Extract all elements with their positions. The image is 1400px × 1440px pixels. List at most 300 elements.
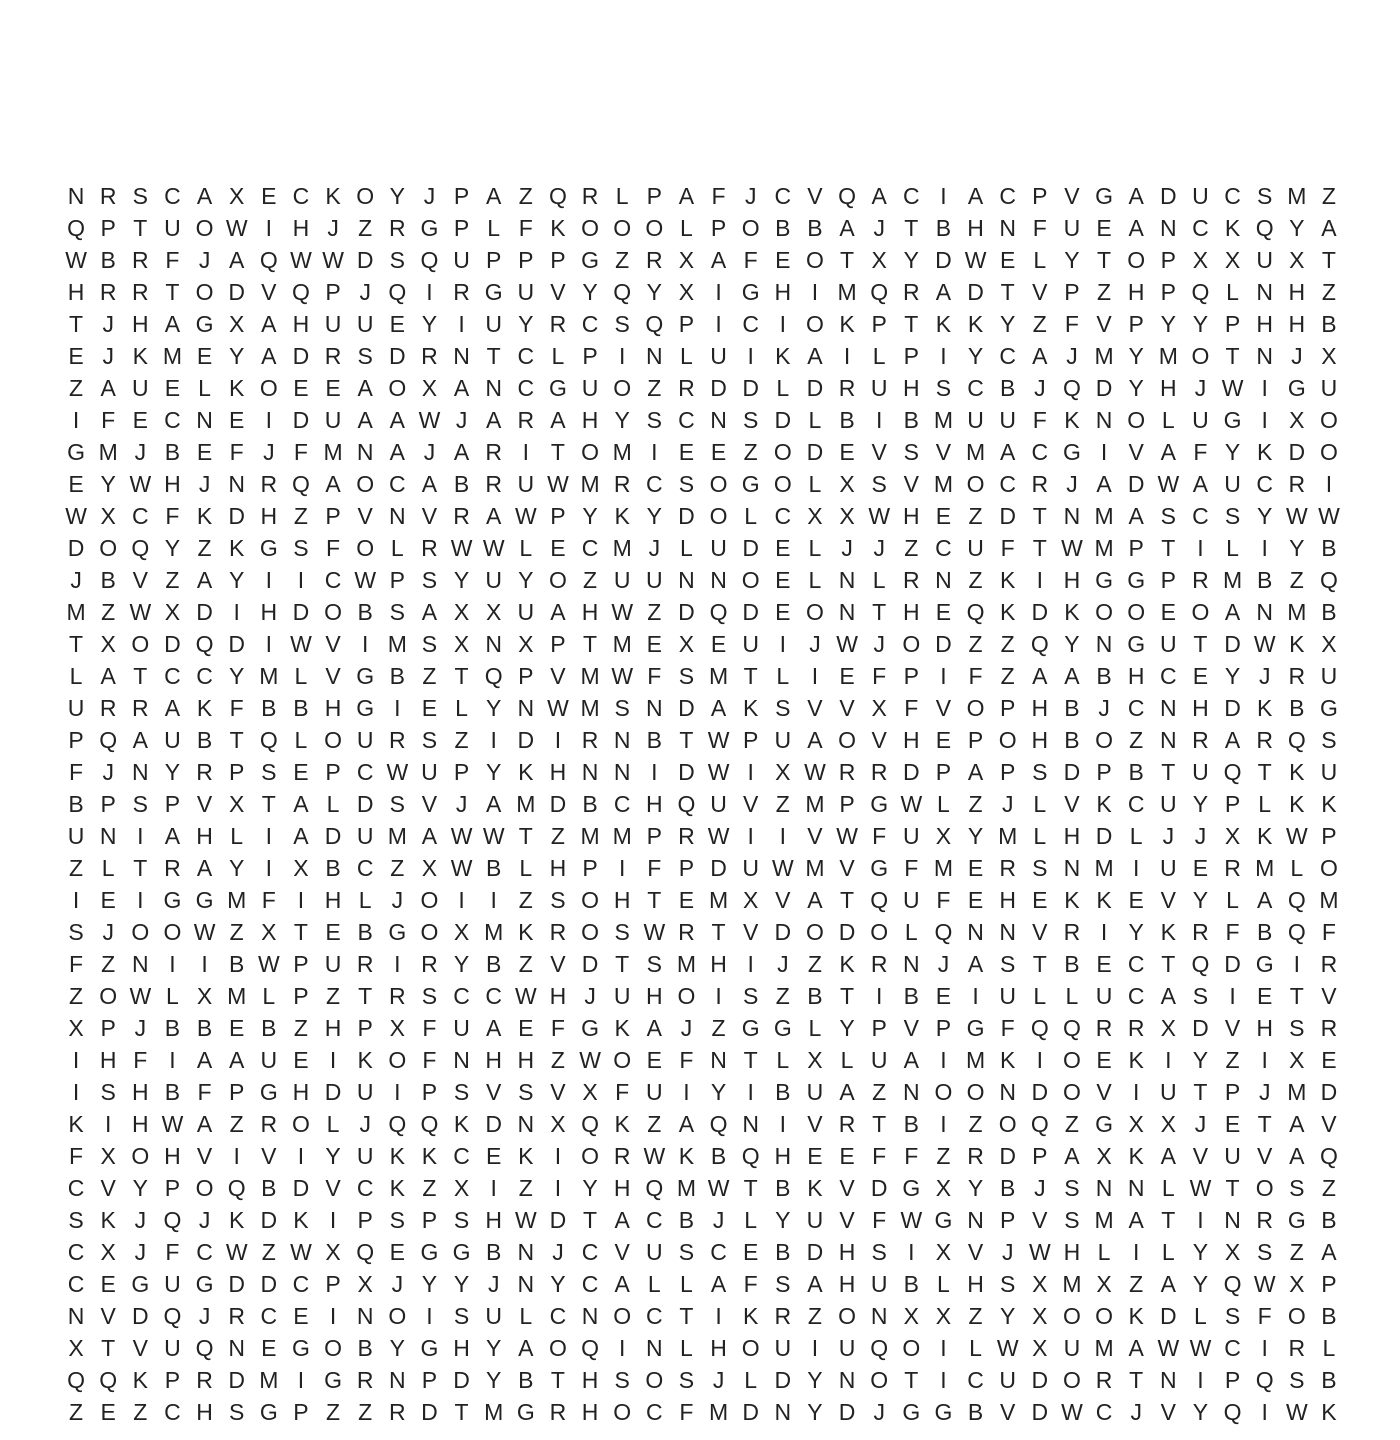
grid-letter[interactable]: B xyxy=(164,1015,181,1041)
grid-letter[interactable]: F xyxy=(518,215,533,241)
grid-letter[interactable]: L xyxy=(937,791,950,817)
grid-letter[interactable]: F xyxy=(326,535,341,561)
grid-letter[interactable]: O xyxy=(998,1111,1017,1137)
grid-letter[interactable]: M xyxy=(1158,343,1178,369)
grid-letter[interactable]: O xyxy=(1095,1303,1113,1329)
grid-letter[interactable]: T xyxy=(293,919,308,945)
grid-letter[interactable]: L xyxy=(1033,247,1047,273)
grid-letter[interactable]: O xyxy=(709,503,728,529)
grid-letter[interactable]: Y xyxy=(614,407,630,433)
grid-letter[interactable]: R xyxy=(838,375,856,401)
grid-letter[interactable]: V xyxy=(1096,311,1112,337)
grid-letter[interactable]: N xyxy=(581,759,599,785)
grid-letter[interactable]: L xyxy=(1194,1303,1207,1329)
grid-letter[interactable]: A xyxy=(421,823,438,849)
grid-letter[interactable]: B xyxy=(807,983,823,1009)
grid-letter[interactable]: Z xyxy=(550,823,565,849)
grid-letter[interactable]: F xyxy=(1257,1303,1272,1329)
grid-letter[interactable]: P xyxy=(1064,279,1080,305)
grid-letter[interactable]: R xyxy=(613,1143,631,1169)
grid-letter[interactable]: E xyxy=(839,663,855,689)
grid-letter[interactable]: K xyxy=(132,1367,148,1393)
grid-letter[interactable]: N xyxy=(838,1367,856,1393)
grid-letter[interactable]: X xyxy=(1289,1271,1305,1297)
grid-letter[interactable]: C xyxy=(903,183,920,209)
grid-letter[interactable]: V xyxy=(325,631,341,657)
grid-letter[interactable]: S xyxy=(421,983,438,1009)
grid-letter[interactable]: D xyxy=(999,503,1016,529)
grid-letter[interactable]: E xyxy=(1224,1111,1241,1137)
grid-letter[interactable]: I xyxy=(329,1207,337,1233)
grid-letter[interactable]: X xyxy=(839,471,855,497)
grid-letter[interactable]: D xyxy=(292,407,310,433)
grid-letter[interactable]: Z xyxy=(229,1111,244,1137)
grid-letter[interactable]: C xyxy=(292,1271,310,1297)
grid-letter[interactable]: E xyxy=(775,535,791,561)
grid-letter[interactable]: I xyxy=(72,1079,80,1105)
grid-letter[interactable]: I xyxy=(1325,471,1333,497)
grid-letter[interactable]: K xyxy=(1096,887,1112,913)
grid-letter[interactable]: H xyxy=(485,1047,502,1073)
grid-letter[interactable]: A xyxy=(1096,471,1112,497)
grid-letter[interactable]: J xyxy=(1194,1111,1207,1137)
grid-letter[interactable]: F xyxy=(615,1079,630,1105)
grid-letter[interactable]: H xyxy=(1063,823,1081,849)
grid-letter[interactable]: Q xyxy=(581,1335,599,1361)
grid-letter[interactable]: F xyxy=(422,1015,437,1041)
grid-letter[interactable]: R xyxy=(485,471,502,497)
grid-letter[interactable]: G xyxy=(420,215,439,241)
grid-letter[interactable]: M xyxy=(965,1047,986,1073)
grid-letter[interactable]: U xyxy=(903,887,920,913)
grid-letter[interactable]: O xyxy=(613,1399,632,1425)
grid-letter[interactable]: C xyxy=(1192,215,1209,241)
grid-letter[interactable]: I xyxy=(554,727,562,753)
grid-letter[interactable]: Z xyxy=(775,983,790,1009)
grid-letter[interactable]: L xyxy=(969,1335,982,1361)
grid-letter[interactable]: O xyxy=(99,983,118,1009)
grid-letter[interactable]: Z xyxy=(615,247,630,273)
grid-letter[interactable]: F xyxy=(904,1143,919,1169)
grid-letter[interactable]: V xyxy=(1224,1015,1241,1041)
grid-letter[interactable]: T xyxy=(133,855,148,881)
grid-letter[interactable]: J xyxy=(1194,823,1207,849)
grid-letter[interactable]: H xyxy=(1288,311,1306,337)
grid-letter[interactable]: B xyxy=(1321,1367,1337,1393)
grid-letter[interactable]: T xyxy=(711,919,726,945)
grid-letter[interactable]: I xyxy=(265,567,272,593)
grid-letter[interactable]: L xyxy=(744,503,758,529)
grid-letter[interactable]: Q xyxy=(1223,759,1242,785)
grid-letter[interactable]: E xyxy=(775,247,791,273)
grid-letter[interactable]: I xyxy=(297,1367,305,1393)
grid-letter[interactable]: G xyxy=(356,663,375,689)
grid-letter[interactable]: X xyxy=(1289,407,1305,433)
grid-letter[interactable]: A xyxy=(261,311,277,337)
grid-letter[interactable]: N xyxy=(485,375,502,401)
grid-letter[interactable]: J xyxy=(680,1015,693,1041)
grid-letter[interactable]: N xyxy=(1224,1207,1241,1233)
grid-letter[interactable]: I xyxy=(490,727,497,753)
grid-letter[interactable]: I xyxy=(201,951,208,977)
grid-letter[interactable]: A xyxy=(486,183,502,209)
grid-letter[interactable]: N xyxy=(646,695,663,721)
grid-letter[interactable]: M xyxy=(1094,535,1114,561)
grid-letter[interactable]: I xyxy=(1261,407,1268,433)
grid-letter[interactable]: L xyxy=(390,535,404,561)
grid-letter[interactable]: U xyxy=(1192,183,1209,209)
grid-letter[interactable]: H xyxy=(903,727,920,753)
grid-letter[interactable]: D xyxy=(1031,1399,1049,1425)
grid-letter[interactable]: N xyxy=(1160,727,1177,753)
grid-letter[interactable]: U xyxy=(1160,791,1177,817)
grid-letter[interactable]: H xyxy=(581,599,599,625)
grid-letter[interactable]: E xyxy=(1192,663,1209,689)
grid-letter[interactable]: H xyxy=(1127,663,1145,689)
grid-letter[interactable]: R xyxy=(1256,1207,1273,1233)
grid-letter[interactable]: K xyxy=(1289,631,1305,657)
grid-letter[interactable]: T xyxy=(69,631,84,657)
grid-letter[interactable]: R xyxy=(1320,1015,1338,1041)
grid-letter[interactable]: O xyxy=(131,1143,150,1169)
grid-letter[interactable]: U xyxy=(356,1079,374,1105)
grid-letter[interactable]: Y xyxy=(1192,1399,1209,1425)
grid-letter[interactable]: J xyxy=(744,183,757,209)
grid-letter[interactable]: I xyxy=(137,887,144,913)
grid-letter[interactable]: M xyxy=(227,887,247,913)
grid-letter[interactable]: M xyxy=(259,663,279,689)
grid-letter[interactable]: R xyxy=(356,1367,374,1393)
grid-letter[interactable]: N xyxy=(999,215,1016,241)
grid-letter[interactable]: R xyxy=(99,695,117,721)
grid-letter[interactable]: I xyxy=(1261,375,1268,401)
grid-letter[interactable]: I xyxy=(233,599,240,625)
grid-letter[interactable]: V xyxy=(1032,279,1048,305)
grid-letter[interactable]: A xyxy=(871,183,887,209)
grid-letter[interactable]: F xyxy=(872,1143,887,1169)
grid-letter[interactable]: L xyxy=(776,375,790,401)
grid-letter[interactable]: T xyxy=(583,1207,598,1233)
grid-letter[interactable]: Q xyxy=(1030,1111,1049,1137)
grid-letter[interactable]: C xyxy=(517,375,535,401)
grid-letter[interactable]: D xyxy=(774,919,792,945)
grid-letter[interactable]: A xyxy=(1128,183,1144,209)
grid-letter[interactable]: P xyxy=(1128,311,1144,337)
grid-letter[interactable]: J xyxy=(102,311,114,337)
grid-letter[interactable]: Y xyxy=(325,1143,341,1169)
grid-letter[interactable]: P xyxy=(1000,695,1016,721)
grid-letter[interactable]: D xyxy=(678,759,695,785)
grid-letter[interactable]: Z xyxy=(968,1111,983,1137)
grid-letter[interactable]: G xyxy=(1127,631,1146,657)
grid-letter[interactable]: L xyxy=(808,535,822,561)
grid-letter[interactable]: I xyxy=(1261,535,1268,561)
grid-letter[interactable]: O xyxy=(613,1303,632,1329)
grid-letter[interactable]: J xyxy=(1001,1239,1014,1265)
grid-letter[interactable]: N xyxy=(870,1303,888,1329)
grid-letter[interactable]: H xyxy=(292,1079,310,1105)
grid-letter[interactable]: H xyxy=(549,855,567,881)
grid-letter[interactable]: R xyxy=(774,1303,792,1329)
grid-letter[interactable]: X xyxy=(1321,631,1337,657)
grid-letter[interactable]: V xyxy=(100,1175,116,1201)
grid-letter[interactable]: V xyxy=(132,1335,148,1361)
grid-letter[interactable]: L xyxy=(937,1271,950,1297)
grid-letter[interactable]: C xyxy=(581,311,599,337)
grid-letter[interactable]: K xyxy=(68,1111,84,1137)
grid-letter[interactable]: V xyxy=(807,695,823,721)
grid-letter[interactable]: M xyxy=(1094,1207,1114,1233)
grid-letter[interactable]: D xyxy=(324,1079,342,1105)
grid-letter[interactable]: O xyxy=(324,599,342,625)
grid-letter[interactable]: P xyxy=(1032,183,1048,209)
grid-letter[interactable]: T xyxy=(743,1175,758,1201)
grid-letter[interactable]: J xyxy=(873,535,885,561)
grid-letter[interactable]: C xyxy=(581,1271,599,1297)
grid-letter[interactable]: T xyxy=(679,727,694,753)
grid-letter[interactable]: Q xyxy=(195,1335,214,1361)
grid-letter[interactable]: F xyxy=(872,663,887,689)
grid-letter[interactable]: Z xyxy=(133,1399,148,1425)
grid-letter[interactable]: T xyxy=(1225,1175,1240,1201)
grid-letter[interactable]: J xyxy=(1034,1175,1046,1201)
grid-letter[interactable]: O xyxy=(1191,343,1210,369)
grid-letter[interactable]: D xyxy=(1031,1079,1049,1105)
grid-letter[interactable]: Z xyxy=(647,1111,662,1137)
grid-letter[interactable]: P xyxy=(325,1271,341,1297)
grid-letter[interactable]: S xyxy=(132,183,148,209)
grid-letter[interactable]: X xyxy=(807,503,823,529)
grid-letter[interactable]: R xyxy=(613,471,631,497)
grid-letter[interactable]: C xyxy=(1127,983,1145,1009)
grid-letter[interactable]: L xyxy=(1322,1335,1336,1361)
grid-letter[interactable]: V xyxy=(1128,439,1144,465)
grid-letter[interactable]: T xyxy=(615,951,630,977)
grid-letter[interactable]: Z xyxy=(422,663,437,689)
grid-letter[interactable]: J xyxy=(712,1207,725,1233)
grid-letter[interactable]: I xyxy=(1197,1367,1204,1393)
grid-letter[interactable]: J xyxy=(102,759,114,785)
grid-letter[interactable]: F xyxy=(936,887,951,913)
grid-letter[interactable]: D xyxy=(870,1175,888,1201)
grid-letter[interactable]: H xyxy=(1031,695,1049,721)
grid-letter[interactable]: W xyxy=(1221,375,1244,401)
grid-letter[interactable]: U xyxy=(581,375,599,401)
grid-letter[interactable]: P xyxy=(1321,1271,1337,1297)
grid-letter[interactable]: X xyxy=(453,631,470,657)
grid-letter[interactable]: Q xyxy=(420,247,439,273)
grid-letter[interactable]: X xyxy=(518,631,534,657)
grid-letter[interactable]: R xyxy=(678,375,695,401)
grid-letter[interactable]: Q xyxy=(741,1143,760,1169)
grid-letter[interactable]: Q xyxy=(1191,951,1210,977)
grid-letter[interactable]: H xyxy=(903,503,920,529)
grid-letter[interactable]: Z xyxy=(358,215,373,241)
grid-letter[interactable]: I xyxy=(329,1047,337,1073)
grid-letter[interactable]: Y xyxy=(1289,535,1305,561)
grid-letter[interactable]: U xyxy=(870,375,888,401)
grid-letter[interactable]: K xyxy=(1000,567,1016,593)
grid-letter[interactable]: I xyxy=(554,1175,562,1201)
grid-letter[interactable]: W xyxy=(547,695,569,721)
grid-letter[interactable]: G xyxy=(1255,951,1274,977)
grid-letter[interactable]: X xyxy=(293,855,309,881)
grid-letter[interactable]: R xyxy=(453,503,470,529)
grid-letter[interactable]: N xyxy=(903,1079,920,1105)
grid-letter[interactable]: I xyxy=(1132,1079,1140,1105)
grid-letter[interactable]: F xyxy=(872,823,887,849)
grid-letter[interactable]: B xyxy=(486,855,502,881)
grid-letter[interactable]: Q xyxy=(163,1207,182,1233)
grid-letter[interactable]: E xyxy=(100,1399,116,1425)
grid-letter[interactable]: D xyxy=(1063,759,1081,785)
grid-letter[interactable]: P xyxy=(1032,1143,1048,1169)
grid-letter[interactable]: U xyxy=(967,535,984,561)
grid-letter[interactable]: N xyxy=(67,1303,85,1329)
grid-letter[interactable]: W xyxy=(1253,631,1276,657)
grid-letter[interactable]: F xyxy=(1225,919,1240,945)
grid-letter[interactable]: P xyxy=(935,1015,952,1041)
grid-letter[interactable]: E xyxy=(293,1047,309,1073)
grid-letter[interactable]: T xyxy=(1257,1111,1272,1137)
grid-letter[interactable]: C xyxy=(132,503,149,529)
grid-letter[interactable]: Q xyxy=(1287,727,1306,753)
grid-letter[interactable]: G xyxy=(870,855,889,881)
grid-letter[interactable]: W xyxy=(161,1111,184,1137)
grid-letter[interactable]: O xyxy=(645,1367,664,1393)
grid-letter[interactable]: X xyxy=(100,631,116,657)
grid-letter[interactable]: D xyxy=(1127,471,1145,497)
grid-letter[interactable]: R xyxy=(356,951,374,977)
grid-letter[interactable]: S xyxy=(453,1303,470,1329)
grid-letter[interactable]: L xyxy=(1161,1175,1175,1201)
grid-letter[interactable]: O xyxy=(870,919,889,945)
grid-letter[interactable]: L xyxy=(294,663,308,689)
grid-letter[interactable]: V xyxy=(839,1207,855,1233)
grid-letter[interactable]: Q xyxy=(227,1175,246,1201)
grid-letter[interactable]: Z xyxy=(69,375,84,401)
grid-letter[interactable]: R xyxy=(549,311,567,337)
grid-letter[interactable]: Y xyxy=(229,343,245,369)
grid-letter[interactable]: E xyxy=(132,407,148,433)
grid-letter[interactable]: O xyxy=(131,919,150,945)
grid-letter[interactable]: X xyxy=(389,1015,405,1041)
grid-letter[interactable]: J xyxy=(777,951,789,977)
grid-letter[interactable]: Y xyxy=(453,1271,470,1297)
grid-letter[interactable]: A xyxy=(1289,1143,1305,1169)
grid-letter[interactable]: N xyxy=(517,695,535,721)
grid-letter[interactable]: E xyxy=(1000,247,1016,273)
grid-letter[interactable]: I xyxy=(72,407,80,433)
grid-letter[interactable]: S xyxy=(421,567,438,593)
grid-letter[interactable]: J xyxy=(841,535,853,561)
grid-letter[interactable]: N xyxy=(838,599,856,625)
grid-letter[interactable]: N xyxy=(228,1335,245,1361)
grid-letter[interactable]: N xyxy=(1063,855,1081,881)
grid-letter[interactable]: L xyxy=(326,791,340,817)
grid-letter[interactable]: H xyxy=(581,1367,599,1393)
grid-letter[interactable]: W xyxy=(514,983,537,1009)
grid-letter[interactable]: I xyxy=(1293,951,1300,977)
grid-letter[interactable]: J xyxy=(809,631,821,657)
grid-letter[interactable]: A xyxy=(486,407,502,433)
grid-letter[interactable]: Z xyxy=(647,599,662,625)
grid-letter[interactable]: A xyxy=(229,1047,245,1073)
grid-letter[interactable]: K xyxy=(1128,1143,1144,1169)
grid-letter[interactable]: S xyxy=(1160,503,1176,529)
grid-letter[interactable]: U xyxy=(1192,759,1209,785)
grid-letter[interactable]: H xyxy=(1256,1015,1273,1041)
grid-letter[interactable]: O xyxy=(1127,599,1146,625)
grid-letter[interactable]: Y xyxy=(582,503,598,529)
grid-letter[interactable]: C xyxy=(356,1175,374,1201)
grid-letter[interactable]: I xyxy=(104,1111,112,1137)
grid-letter[interactable]: E xyxy=(1128,887,1144,913)
grid-letter[interactable]: W xyxy=(514,1207,537,1233)
grid-letter[interactable]: X xyxy=(775,759,791,785)
grid-letter[interactable]: A xyxy=(132,727,148,753)
grid-letter[interactable]: E xyxy=(486,1143,502,1169)
grid-letter[interactable]: I xyxy=(233,1143,240,1169)
grid-letter[interactable]: U xyxy=(164,1335,181,1361)
grid-letter[interactable]: T xyxy=(904,1367,919,1393)
grid-letter[interactable]: E xyxy=(261,1335,277,1361)
grid-letter[interactable]: X xyxy=(357,1271,373,1297)
grid-letter[interactable]: Z xyxy=(936,1143,951,1169)
grid-letter[interactable]: C xyxy=(581,535,599,561)
grid-letter[interactable]: V xyxy=(550,279,566,305)
grid-letter[interactable]: E xyxy=(518,1015,534,1041)
grid-letter[interactable]: S xyxy=(614,919,630,945)
grid-letter[interactable]: G xyxy=(1287,375,1306,401)
grid-letter[interactable]: K xyxy=(775,343,791,369)
grid-letter[interactable]: V xyxy=(550,663,566,689)
grid-letter[interactable]: O xyxy=(581,215,599,241)
grid-letter[interactable]: X xyxy=(325,1239,341,1265)
grid-letter[interactable]: W xyxy=(1028,1239,1051,1265)
grid-letter[interactable]: W xyxy=(707,727,730,753)
grid-letter[interactable]: D xyxy=(774,1367,792,1393)
grid-letter[interactable]: U xyxy=(485,567,502,593)
grid-letter[interactable]: C xyxy=(1224,183,1241,209)
grid-letter[interactable]: J xyxy=(198,247,211,273)
grid-letter[interactable]: J xyxy=(1291,343,1303,369)
grid-letter[interactable]: Q xyxy=(259,247,278,273)
grid-letter[interactable]: P xyxy=(646,823,662,849)
grid-letter[interactable]: W xyxy=(1285,1399,1308,1425)
grid-letter[interactable]: Q xyxy=(195,631,214,657)
grid-letter[interactable]: D xyxy=(1288,439,1306,465)
grid-letter[interactable]: Z xyxy=(165,567,180,593)
grid-letter[interactable]: N xyxy=(646,343,663,369)
grid-letter[interactable]: R xyxy=(485,439,502,465)
grid-letter[interactable]: B xyxy=(196,727,213,753)
grid-letter[interactable]: R xyxy=(838,1111,856,1137)
grid-letter[interactable]: H xyxy=(999,887,1016,913)
grid-letter[interactable]: M xyxy=(580,471,600,497)
grid-letter[interactable]: U xyxy=(838,1335,856,1361)
grid-letter[interactable]: F xyxy=(1321,919,1336,945)
grid-letter[interactable]: U xyxy=(613,567,631,593)
grid-letter[interactable]: I xyxy=(1036,1047,1043,1073)
grid-letter[interactable]: S xyxy=(132,791,148,817)
grid-letter[interactable]: H xyxy=(164,1143,181,1169)
grid-letter[interactable]: C xyxy=(1256,471,1273,497)
grid-letter[interactable]: G xyxy=(934,1399,953,1425)
grid-letter[interactable]: Q xyxy=(291,279,310,305)
grid-letter[interactable]: C xyxy=(967,1367,984,1393)
grid-letter[interactable]: T xyxy=(101,1335,116,1361)
